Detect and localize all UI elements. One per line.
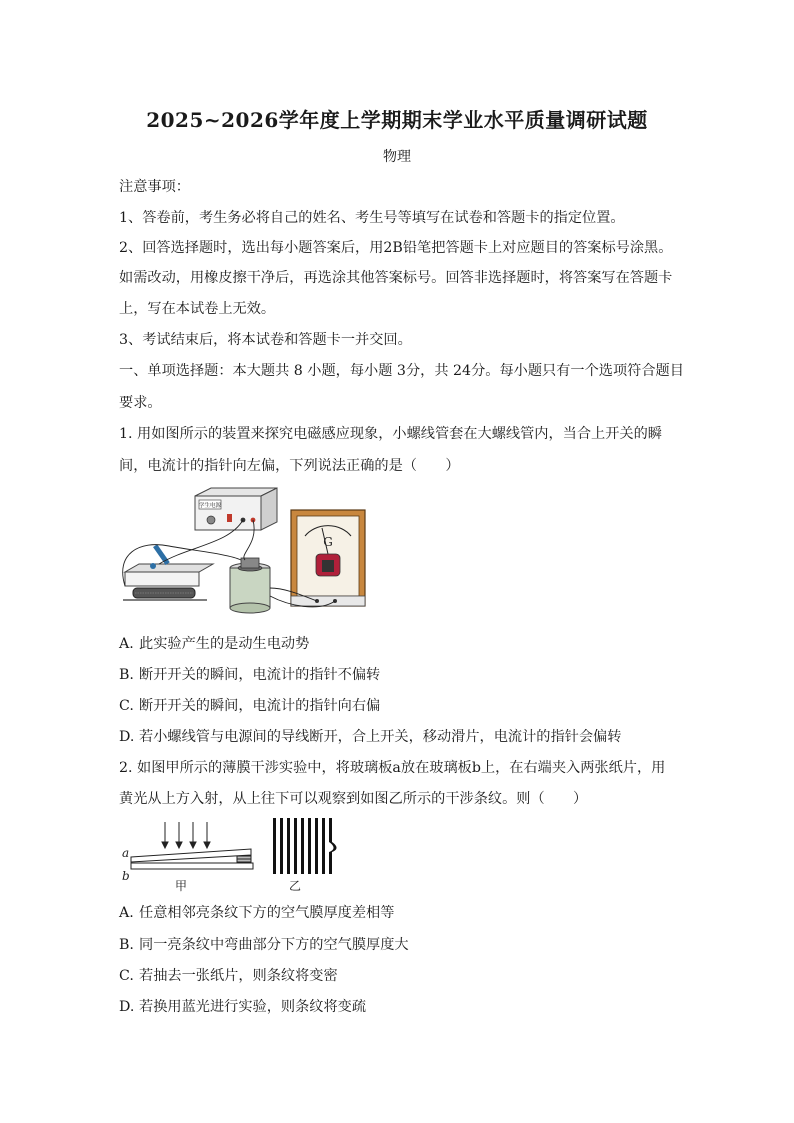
section-heading-line-2: 要求。 <box>119 395 162 411</box>
plate-b-label: b <box>122 869 130 883</box>
glass-plates-icon <box>131 849 253 869</box>
q2-option-a[interactable] <box>119 903 394 923</box>
subject-label: 物理 <box>383 149 411 165</box>
galvanometer-icon <box>291 510 365 606</box>
notice-item-2-line-2: 如需改动，用橡皮擦干净后，再选涂其他答案标号。回答非选择题时，将答案写在答题卡 <box>119 270 673 286</box>
notice-item-3: 3、考试结束后，将本试卷和答题卡一并交回。 <box>119 332 412 348</box>
option-key: A. <box>119 905 134 921</box>
q2-option-b[interactable] <box>119 935 409 955</box>
interference-fringes-icon <box>273 818 337 874</box>
solenoid-coil-icon <box>230 558 270 613</box>
option-text: 若换用蓝光进行实验，则条纹将变疏 <box>139 999 367 1015</box>
option-key: C. <box>119 968 134 984</box>
q1-option-a[interactable] <box>119 634 309 654</box>
caption-yi: 乙 <box>288 879 302 893</box>
option-text: 若小螺线管与电源间的导线断开，合上开关，移动滑片，电流计的指针会偏转 <box>139 729 622 745</box>
plate-a-label: a <box>122 846 130 860</box>
q1-apparatus-figure <box>119 484 374 620</box>
option-text: 断开开关的瞬间，电流计的指针不偏转 <box>139 667 381 683</box>
option-text: 断开开关的瞬间，电流计的指针向右偏 <box>139 698 381 714</box>
q2-stem-line-1: 2. 如图甲所示的薄膜干涉实验中，将玻璃板a放在玻璃板b上，在右端夹入两张纸片，用 <box>119 760 666 776</box>
q2-stem-line-2: 黄光从上方入射，从上往下可以观察到如图乙所示的干涉条纹。则（ ） <box>119 791 588 807</box>
notice-heading: 注意事项： <box>119 179 190 195</box>
option-key: C. <box>119 698 134 714</box>
q1-stem-line-2: 间，电流计的指针向左偏，下列说法正确的是（ ） <box>119 458 460 474</box>
option-key: D. <box>119 999 135 1015</box>
rheostat-icon <box>123 544 213 600</box>
option-text: 同一亮条纹中弯曲部分下方的空气膜厚度大 <box>139 937 409 953</box>
q1-stem-line-1: 1. 用如图所示的装置来探究电磁感应现象，小螺线管套在大螺线管内，当合上开关的瞬 <box>119 426 662 442</box>
notice-item-2-line-1: 2、回答选择题时，选出每小题答案后，用2B铅笔把答题卡上对应题目的答案标号涂黑。 <box>119 240 673 256</box>
option-text: 任意相邻亮条纹下方的空气膜厚度差相等 <box>139 905 395 921</box>
exam-title: 2025~2026学年度上学期期末学业水平质量调研试题 <box>146 108 648 132</box>
power-supply-label: 学生电源 <box>198 503 222 509</box>
option-key: A. <box>119 636 134 652</box>
q1-option-c[interactable] <box>119 696 380 716</box>
option-key: B. <box>119 937 134 953</box>
notice-item-1: 1、答卷前，考生务必将自己的姓名、考生号等填写在试卷和答题卡的指定位置。 <box>119 210 625 226</box>
q2-option-d[interactable] <box>119 997 366 1017</box>
q2-interference-figure <box>119 818 349 896</box>
notice-item-2-line-3: 上，写在本试卷上无效。 <box>119 301 276 317</box>
caption-jia: 甲 <box>174 879 188 893</box>
option-key: D. <box>119 729 135 745</box>
option-text: 若抽去一张纸片，则条纹将变密 <box>139 968 338 984</box>
power-supply-icon <box>195 488 277 530</box>
option-text: 此实验产生的是动生电动势 <box>139 636 310 652</box>
light-rays-icon <box>162 822 210 848</box>
section-heading-line-1: 一、单项选择题：本大题共 8 小题，每小题 3分，共 24分。每小题只有一个选项符合题目 <box>119 363 684 379</box>
galvanometer-label: G <box>323 535 333 549</box>
q1-option-d[interactable] <box>119 727 621 747</box>
q1-option-b[interactable] <box>119 665 380 685</box>
option-key: B. <box>119 667 134 683</box>
q2-option-c[interactable] <box>119 966 338 986</box>
